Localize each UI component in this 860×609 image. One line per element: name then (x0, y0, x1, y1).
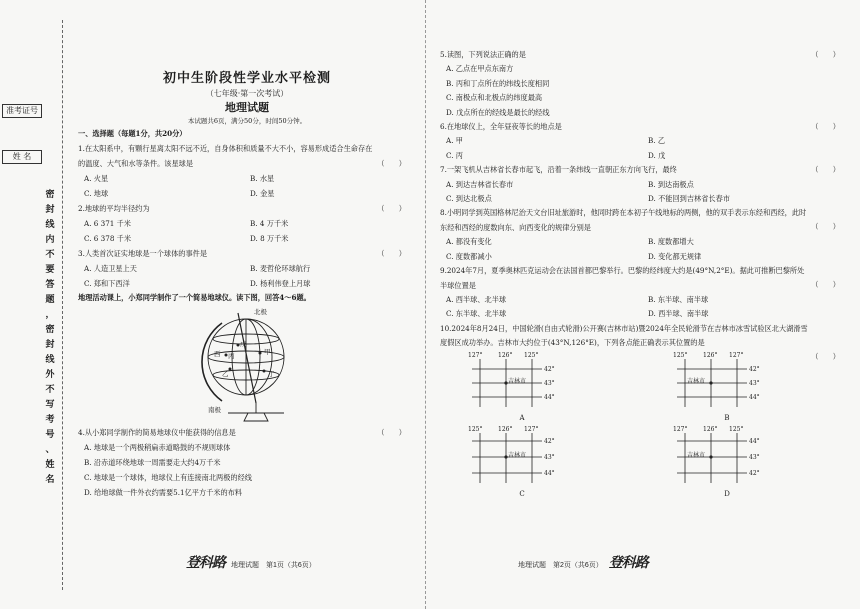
globe-base (244, 413, 268, 421)
seal-char: 封 (45, 205, 55, 215)
option-b: B. 度数都增大 (648, 237, 694, 247)
map-option-c (440, 427, 645, 501)
seal-cut-line (62, 20, 63, 590)
exam-id-label: 准考证号 (6, 106, 38, 115)
exam-subtitle: （七年级·第一次考试） (205, 89, 289, 98)
exam-id-box (2, 104, 42, 118)
exam-title: 初中生阶段性学业水平检测 (162, 71, 331, 86)
option-c: C. 度数都减小 (446, 251, 492, 261)
question-stem: 5.读图，下列说法正确的是 (440, 50, 526, 59)
option-a: A. 甲 (446, 136, 463, 146)
answer-paren: （ ） (377, 249, 406, 258)
seal-char: ， (45, 310, 55, 320)
option-b: B. 东半球、南半球 (648, 294, 709, 304)
globe-diagram (78, 305, 416, 425)
question-stem: 10.2024年8月24日，中国轮滑(自由式轮滑)公开赛(吉林市站)暨2024年全民轮滑节在吉林市冰雪试验区北大湖滑雪度假区成功举办。吉林市大约位于(43°N,126°E)，下列各点能正确表示其位置的是 (440, 323, 808, 348)
lat-label: 42° (749, 365, 760, 373)
city-label: 吉林市 (508, 377, 527, 385)
seal-char: 要 (45, 265, 55, 275)
answer-paren: （ ） (811, 351, 840, 361)
lat-label: 43° (749, 453, 760, 461)
globe-meridian-ring (202, 323, 222, 401)
question-stem: 9.2024年7月，夏季奥林匹克运动会在法国首都巴黎举行。巴黎的经纬度大约是(49°N,2°E)。据此可推断巴黎所处半球位置是 (440, 266, 805, 290)
label-point-a: 甲 (264, 348, 271, 356)
seal-char: 、 (45, 445, 55, 455)
question-stem: 7.一架飞机从吉林省长春市起飞，沿着一条纬线一直朝正东方向飞行，最终 (440, 165, 677, 175)
lon-label: 127° (729, 351, 744, 359)
seal-char: 线 (45, 220, 55, 230)
left-page (0, 0, 425, 609)
option-c: C. 到达北极点 (446, 194, 492, 204)
option-d: D. 变化都无规律 (648, 251, 702, 261)
question-1 (78, 141, 416, 201)
city-label: 吉林市 (687, 377, 706, 385)
option-a: A. 乙点在甲点东南方 (446, 64, 514, 74)
option-a: A. 地球是一个两极稍扁赤道略鼓的不规则球体 (84, 443, 231, 452)
lat-label: 43° (544, 453, 555, 461)
paper-title: 地理试题 (225, 101, 269, 114)
lat-label: 42° (544, 437, 555, 445)
seal-line-text (43, 188, 57, 488)
map-label-d: D (724, 489, 730, 498)
map-options (440, 351, 850, 502)
binding-margin (0, 0, 64, 609)
seal-char: 线 (45, 355, 55, 365)
question-3 (78, 246, 416, 291)
globe-figure (78, 305, 416, 425)
option-b: B. 麦哲伦环球航行 (250, 264, 311, 273)
option-b: B. 沿赤道环绕地球一周需要走大约4万千米 (84, 458, 221, 467)
question-stem: 2.地球的平均半径约为 (78, 204, 150, 213)
option-b: B. 水星 (250, 174, 275, 183)
lon-label: 126° (703, 425, 718, 433)
lat-label: 44° (749, 437, 760, 445)
label-point-e: 戊 (240, 340, 247, 348)
question-9 (440, 264, 850, 322)
seal-char: 密 (45, 190, 55, 200)
city-label: 吉林市 (687, 451, 706, 459)
lon-label: 125° (468, 425, 483, 433)
option-d: D. 给地球做一件外衣约需要5.1亿平方千米的布料 (84, 488, 243, 497)
option-d: D. 8 万千米 (250, 234, 289, 243)
seal-char: 内 (45, 235, 55, 245)
lon-label: 126° (703, 351, 718, 359)
lon-label: 127° (468, 351, 483, 359)
exam-note: 本试题共6页，满分50分，时间50分钟。 (187, 117, 307, 125)
question-stem: 8.小明同学到英国格林尼治天文台旧址旅游时，他同时跨在本初子午线地标的两侧，他的双手表示东经和西经，此时东经和西经的度数向东、向西变化的规律分别是 (440, 208, 807, 232)
brand-logo: 登科路 (608, 555, 648, 571)
lat-label: 42° (544, 365, 555, 373)
option-a: A. 西半球、北半球 (446, 294, 507, 304)
left-content (78, 70, 416, 500)
lat-label: 44° (544, 469, 555, 477)
map-option-d (645, 427, 850, 501)
seal-char: 号 (45, 430, 55, 440)
option-b: B. 乙 (648, 136, 666, 146)
seal-char: 不 (45, 250, 55, 260)
answer-paren: （ ） (377, 204, 406, 213)
lat-label: 43° (544, 379, 555, 387)
footer-right (518, 552, 648, 572)
map-option-a (440, 351, 645, 425)
map-label-b: B (724, 413, 730, 422)
option-b: B. 4 万千米 (250, 219, 289, 228)
map-label-c: C (519, 489, 525, 498)
option-d: D. 戊点所在的经线是最长的经线 (446, 107, 550, 117)
option-a: A. 人造卫星上天 (84, 264, 137, 273)
option-c: C. 地球是一个球体，地球仪上有连接南北两极的经线 (84, 473, 252, 482)
name-box (2, 150, 42, 164)
lon-label: 125° (524, 351, 539, 359)
option-d: D. 西半球、南半球 (648, 309, 709, 319)
right-content (440, 48, 850, 501)
lat-label: 42° (749, 469, 760, 477)
option-d: D. 戊 (648, 150, 666, 160)
question-5 (440, 48, 850, 120)
meridian-line (246, 319, 260, 395)
option-c: C. 6 378 千米 (84, 234, 132, 243)
question-8 (440, 206, 850, 264)
lon-label: 125° (673, 351, 688, 359)
seal-char: 封 (45, 340, 55, 350)
figure-intro: 地理活动课上，小郑同学制作了一个简易地球仪。读下图，回答4～6题。 (78, 293, 311, 302)
question-2 (78, 201, 416, 246)
option-b: B. 到达南极点 (648, 179, 694, 189)
globe-stand (228, 403, 284, 413)
option-a: A. 6 371 千米 (84, 219, 131, 228)
section-heading: 一、选择题（每题1分，共20分） (78, 129, 187, 138)
lon-label: 126° (498, 351, 513, 359)
lon-label: 127° (524, 425, 539, 433)
seal-char: 答 (45, 280, 55, 290)
option-a: A. 都没有变化 (446, 237, 492, 247)
answer-paren: （ ） (377, 428, 406, 437)
seal-char: 姓 (45, 460, 55, 470)
lon-label: 127° (673, 425, 688, 433)
option-b: B. 丙和丁点所在的纬线长度相同 (446, 78, 550, 88)
answer-paren: （ ） (811, 165, 840, 175)
seal-char: 密 (45, 325, 55, 335)
label-point-c: 丙 (228, 352, 235, 360)
seal-char: 考 (45, 415, 55, 425)
label-south-pole: 南极 (208, 406, 221, 414)
option-c: C. 地球 (84, 189, 109, 198)
lon-label: 126° (498, 425, 513, 433)
option-a: A. 火星 (84, 174, 109, 183)
question-stem: 4.从小郑同学制作的简易地球仪中能获得的信息是 (78, 428, 236, 437)
answer-paren: （ ） (811, 222, 840, 232)
answer-paren: （ ） (811, 50, 840, 59)
page-number: 地理试题 第2页（共6页） (518, 562, 603, 569)
option-d: D. 不能回到吉林省长春市 (648, 194, 730, 204)
lat-label: 44° (544, 393, 555, 401)
label-point-b: 乙 (222, 370, 229, 378)
answer-paren: （ ） (811, 122, 840, 132)
question-6 (440, 120, 850, 163)
point-d (263, 370, 266, 373)
map-label-a: A (519, 413, 525, 422)
lat-label: 44° (749, 393, 760, 401)
label-point-d: 丁 (268, 370, 275, 378)
seal-char: 外 (45, 370, 55, 380)
lat-label: 43° (749, 379, 760, 387)
city-label: 吉林市 (508, 451, 527, 459)
seal-char: 名 (45, 475, 55, 485)
point-a (259, 352, 262, 355)
option-c: C. 丙 (446, 150, 463, 160)
seal-char: 不 (45, 385, 55, 395)
question-stem: 1.在太阳系中，有颗行星离太阳不远不近，自身体积和质量不大不小，容易形成适合生命存在的温度、大气和水等条件。该星球是 (78, 144, 373, 168)
lon-label: 125° (729, 425, 744, 433)
option-a: A. 到达吉林省长春市 (446, 179, 514, 189)
seal-char: 题 (45, 295, 55, 305)
footer-left (186, 552, 316, 572)
answer-paren: （ ） (377, 159, 406, 168)
question-4 (78, 425, 416, 500)
option-c: C. 东半球、北半球 (446, 309, 507, 319)
question-stem: 6.在地球仪上，全年昼夜等长的地点是 (440, 122, 562, 132)
label-north-pole: 北极 (254, 308, 267, 316)
right-page (425, 0, 860, 609)
seal-char: 写 (45, 400, 55, 410)
label-west: 西 (214, 350, 221, 358)
page-number: 地理试题 第1页（共6页） (230, 562, 316, 569)
question-stem: 3.人类首次证实地球是一个球体的事件是 (78, 249, 208, 258)
option-d: D. 金星 (250, 189, 275, 198)
globe-axis (238, 313, 256, 403)
answer-paren: （ ） (811, 280, 840, 290)
brand-logo: 登科路 (186, 555, 225, 571)
option-d: D. 杨利伟登上月球 (250, 279, 311, 288)
option-c: C. 郑和下西洋 (84, 279, 130, 288)
option-c: C. 南极点和北极点的纬度最高 (446, 93, 543, 103)
name-label: 姓 名 (12, 152, 32, 161)
question-7 (440, 163, 850, 206)
